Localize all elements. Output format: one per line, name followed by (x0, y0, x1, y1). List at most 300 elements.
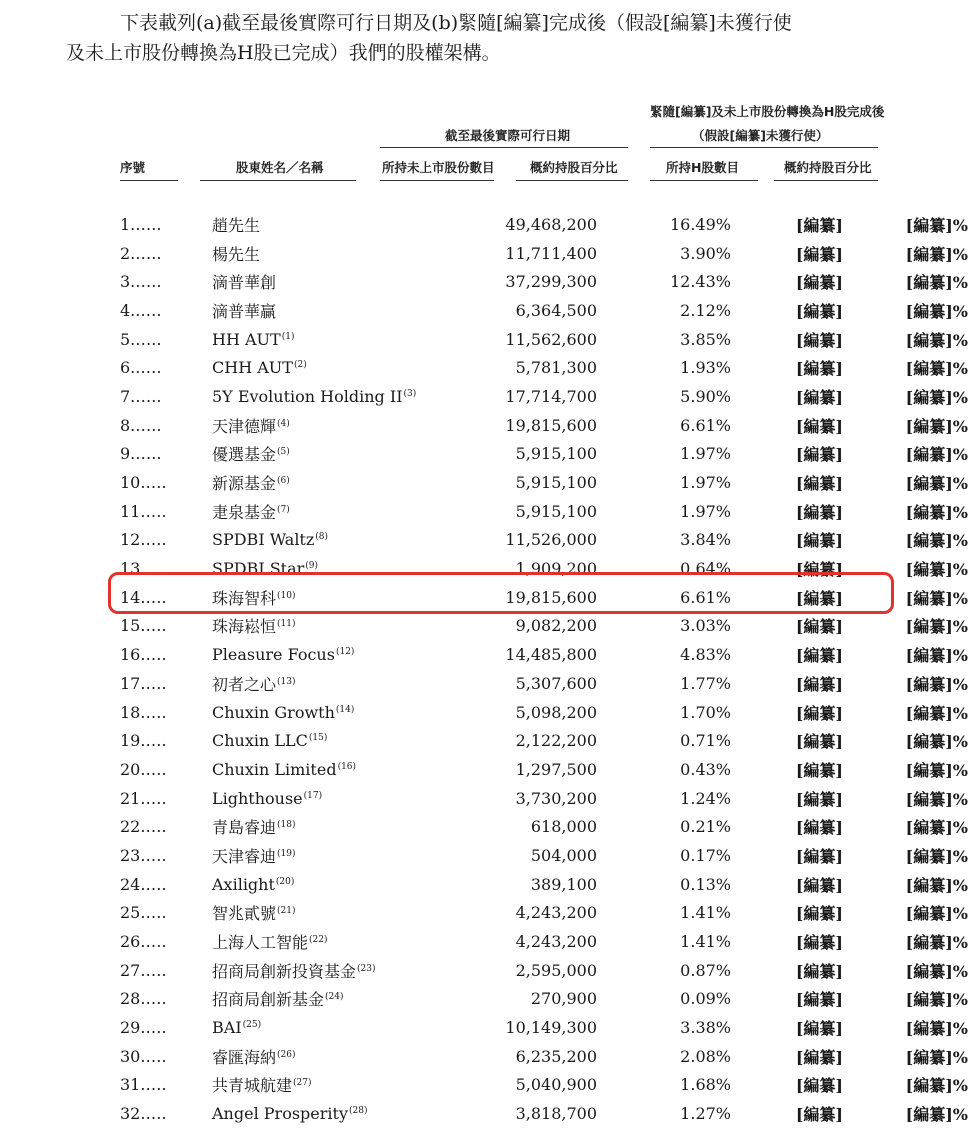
row-number-text: 20.…. (120, 759, 167, 779)
h-shares-redacted (731, 870, 843, 899)
h-pct-redacted-text: [編纂]% (905, 818, 968, 838)
h-pct-redacted (843, 612, 968, 641)
h-shares-redacted (731, 497, 843, 526)
shareholder-name (212, 812, 412, 841)
shareholding-pct-text: 6.61% (680, 587, 731, 607)
shareholding-pct-text: 2.12% (680, 300, 731, 320)
shareholder-name (212, 1071, 412, 1100)
row-number (108, 440, 212, 469)
h-shares-redacted-text: [編纂] (795, 933, 843, 953)
footnote-ref: (1) (281, 331, 295, 342)
h-pct-redacted-text: [編纂]% (905, 474, 968, 494)
unlisted-shares-text: 4,243,200 (515, 932, 597, 952)
h-shares-redacted-text: [編纂] (795, 818, 843, 838)
shareholder-name-text: 新源基金 (212, 474, 277, 494)
unlisted-shares (412, 210, 597, 239)
shareholder-name-text: 趙先生 (212, 215, 261, 235)
header-col-no: 序號 (120, 160, 146, 175)
h-pct-redacted (843, 841, 968, 870)
shareholding-pct (597, 755, 731, 784)
shareholder-name (212, 669, 412, 698)
row-number-text: 28.…. (120, 989, 167, 1009)
footnote-ref: (3) (403, 388, 417, 399)
shareholding-pct-text: 1.77% (680, 673, 731, 693)
footnote-ref: (2) (293, 360, 307, 371)
h-pct-redacted (843, 325, 968, 354)
footnote-ref: (28) (348, 1106, 368, 1117)
h-pct-redacted (843, 440, 968, 469)
shareholding-pct-text: 1.97% (680, 473, 731, 493)
h-shares-redacted-text: [編纂] (795, 732, 843, 752)
h-shares-redacted-text: [編纂] (795, 387, 843, 407)
footnote-ref: (13) (277, 676, 296, 687)
unlisted-shares (412, 468, 597, 497)
footnote-ref: (26) (277, 1049, 296, 1060)
shareholding-pct (597, 1099, 731, 1128)
shareholding-pct-text: 0.71% (680, 731, 731, 751)
row-number (108, 985, 212, 1014)
shareholding-pct-text: 1.24% (680, 788, 731, 808)
h-shares-redacted-text: [編纂] (795, 215, 843, 235)
shareholding-pct-text: 3.90% (680, 243, 731, 263)
h-shares-redacted (731, 296, 843, 325)
unlisted-shares (412, 899, 597, 928)
h-shares-redacted-text: [編纂] (795, 674, 843, 694)
shareholder-name-text: Lighthouse (212, 788, 303, 808)
unlisted-shares-text: 11,711,400 (505, 243, 597, 263)
row-number-text: 7.….. (120, 386, 162, 406)
unlisted-shares-text: 19,815,600 (505, 587, 597, 607)
header-col-h-pct: 概約持股百分比 (784, 160, 872, 175)
row-number (108, 353, 212, 382)
unlisted-shares-text: 17,714,700 (505, 386, 597, 406)
h-pct-redacted-text: [編纂]% (905, 732, 968, 752)
shareholder-name (212, 755, 412, 784)
h-shares-redacted (731, 640, 843, 669)
footnote-ref: (9) (305, 561, 319, 572)
unlisted-shares-text: 5,040,900 (515, 1075, 597, 1095)
row-number-text: 15.…. (120, 616, 167, 636)
h-pct-redacted (843, 526, 968, 555)
header-col-shares: 所持未上市股份數目 (382, 160, 495, 175)
unlisted-shares (412, 1042, 597, 1071)
table-row (108, 1071, 968, 1100)
shareholder-name (212, 784, 412, 813)
shareholding-pct (597, 812, 731, 841)
table-row (108, 669, 968, 698)
shareholder-name (212, 296, 412, 325)
shareholding-pct-text: 12.43% (669, 272, 731, 292)
row-number-text: 29.…. (120, 1018, 167, 1038)
shareholder-name-text: HH AUT (212, 329, 281, 349)
h-shares-redacted-text: [編纂] (795, 1047, 843, 1067)
h-shares-redacted (731, 612, 843, 641)
shareholding-pct (597, 526, 731, 555)
intro-line-2: 及未上市股份轉換為H股已完成）我們的股權架構。 (66, 42, 501, 64)
table-row (108, 526, 968, 555)
shareholding-pct (597, 1071, 731, 1100)
h-shares-redacted (731, 440, 843, 469)
footnote-ref: (21) (277, 906, 296, 917)
h-pct-redacted (843, 640, 968, 669)
table-row (108, 841, 968, 870)
table-row (108, 640, 968, 669)
h-shares-redacted-text: [編纂] (795, 875, 843, 895)
h-pct-redacted-text: [編纂]% (905, 215, 968, 235)
header-group-latest-date: 截至最後實際可行日期 (445, 128, 571, 143)
shareholder-name-text: 疌泉基金 (212, 502, 277, 522)
unlisted-shares-text: 6,235,200 (515, 1046, 597, 1066)
footnote-ref: (5) (277, 447, 290, 458)
shareholder-name (212, 526, 412, 555)
h-pct-redacted (843, 899, 968, 928)
unlisted-shares-text: 10,149,300 (505, 1018, 597, 1038)
unlisted-shares (412, 726, 597, 755)
h-pct-redacted (843, 1071, 968, 1100)
shareholding-pct (597, 411, 731, 440)
table-row (108, 784, 968, 813)
unlisted-shares (412, 526, 597, 555)
h-shares-redacted-text: [編纂] (795, 301, 843, 321)
h-shares-redacted-text: [編纂] (795, 846, 843, 866)
shareholding-pct-text: 1.70% (680, 702, 731, 722)
table-row (108, 210, 968, 239)
table-row (108, 325, 968, 354)
shareholder-name (212, 210, 412, 239)
shareholding-pct (597, 1013, 731, 1042)
shareholder-name (212, 325, 412, 354)
table-row (108, 1013, 968, 1042)
h-shares-redacted-text: [編纂] (795, 1105, 843, 1125)
shareholding-pct-text: 3.84% (680, 530, 731, 550)
row-number-text: 11.…. (120, 501, 167, 521)
h-shares-redacted-text: [編纂] (795, 703, 843, 723)
row-number-text: 10.…. (120, 473, 167, 493)
header-col-name-rule (200, 180, 356, 181)
shareholder-name-text: 滴普華創 (212, 273, 277, 293)
row-number (108, 210, 212, 239)
unlisted-shares (412, 1013, 597, 1042)
row-number (108, 1042, 212, 1071)
shareholder-name (212, 956, 412, 985)
shareholding-pct (597, 784, 731, 813)
shareholding-pct (597, 669, 731, 698)
row-number-text: 2.….. (120, 243, 162, 263)
shareholding-pct-text: 3.03% (680, 616, 731, 636)
h-pct-redacted-text: [編纂]% (905, 617, 968, 637)
h-pct-redacted (843, 382, 968, 411)
unlisted-shares-text: 5,915,100 (515, 444, 597, 464)
unlisted-shares (412, 927, 597, 956)
row-number-text: 24.…. (120, 874, 167, 894)
unlisted-shares (412, 956, 597, 985)
footnote-ref: (10) (277, 590, 296, 601)
unlisted-shares (412, 612, 597, 641)
header-col-pct-rule (516, 180, 628, 181)
shareholder-name (212, 899, 412, 928)
row-number (108, 267, 212, 296)
h-pct-redacted (843, 956, 968, 985)
shareholder-name-text: Angel Prosperity (212, 1104, 348, 1124)
shareholder-name-text: Chuxin Growth (212, 702, 335, 722)
h-shares-redacted-text: [編纂] (795, 244, 843, 264)
row-number (108, 640, 212, 669)
shareholder-name (212, 411, 412, 440)
h-pct-redacted-text: [編纂]% (905, 502, 968, 522)
footnote-ref: (11) (277, 619, 296, 630)
table-row (108, 267, 968, 296)
row-number-text: 13.…. (120, 559, 167, 579)
shareholder-name-text: Chuxin Limited (212, 759, 337, 779)
header-col-h-shares: 所持H股數目 (666, 160, 739, 175)
unlisted-shares (412, 640, 597, 669)
shareholding-pct-text: 5.90% (680, 386, 731, 406)
shareholder-name-text: CHH AUT (212, 358, 293, 378)
header-col-h-pct-rule (774, 180, 878, 181)
shareholder-name-text: 智兆貳號 (212, 904, 277, 924)
shareholding-pct (597, 210, 731, 239)
h-shares-redacted-text: [編纂] (795, 1019, 843, 1039)
h-shares-redacted-text: [編纂] (795, 416, 843, 436)
row-number (108, 325, 212, 354)
footnote-ref: (20) (275, 876, 295, 887)
shareholder-name-text: 滴普華贏 (212, 301, 277, 321)
unlisted-shares-text: 37,299,300 (505, 272, 597, 292)
intro-paragraph (66, 8, 896, 68)
shareholder-name (212, 1013, 412, 1042)
h-shares-redacted-text: [編纂] (795, 1076, 843, 1096)
h-pct-redacted-text: [編纂]% (905, 1076, 968, 1096)
header-group-after-listing-rule (650, 147, 878, 148)
h-pct-redacted-text: [編纂]% (905, 703, 968, 723)
table-row (108, 985, 968, 1014)
row-number (108, 526, 212, 555)
h-pct-redacted-text: [編纂]% (905, 301, 968, 321)
shareholding-pct (597, 698, 731, 727)
h-shares-redacted (731, 726, 843, 755)
footnote-ref: (15) (308, 733, 328, 744)
unlisted-shares-text: 2,595,000 (515, 960, 597, 980)
h-pct-redacted (843, 698, 968, 727)
row-number (108, 956, 212, 985)
unlisted-shares-text: 4,243,200 (515, 903, 597, 923)
unlisted-shares (412, 267, 597, 296)
table-row (108, 296, 968, 325)
unlisted-shares-text: 5,915,100 (515, 501, 597, 521)
shareholding-pct (597, 640, 731, 669)
table-row (108, 956, 968, 985)
footnote-ref: (25) (242, 1020, 262, 1031)
h-pct-redacted (843, 411, 968, 440)
row-number (108, 612, 212, 641)
row-number (108, 841, 212, 870)
unlisted-shares-text: 3,818,700 (515, 1104, 597, 1124)
unlisted-shares-text: 618,000 (530, 817, 597, 837)
h-pct-redacted-text: [編纂]% (905, 330, 968, 350)
row-number-text: 17.…. (120, 673, 167, 693)
shareholding-pct-text: 4.83% (680, 645, 731, 665)
row-number (108, 468, 212, 497)
shareholding-pct-text: 0.21% (680, 817, 731, 837)
row-number-text: 3.….. (120, 272, 162, 292)
unlisted-shares (412, 841, 597, 870)
h-pct-redacted-text: [編纂]% (905, 560, 968, 580)
row-number-text: 4..…. (120, 300, 162, 320)
shareholder-name (212, 870, 412, 899)
h-shares-redacted (731, 1099, 843, 1128)
h-shares-redacted-text: [編纂] (795, 273, 843, 293)
unlisted-shares-text: 389,100 (530, 874, 597, 894)
h-shares-redacted-text: [編纂] (795, 789, 843, 809)
unlisted-shares (412, 870, 597, 899)
shareholder-name-text: 天津睿迪 (212, 846, 277, 866)
shareholding-pct (597, 382, 731, 411)
unlisted-shares (412, 812, 597, 841)
shareholding-pct (597, 899, 731, 928)
shareholder-name-text: Chuxin LLC (212, 731, 308, 751)
table-row (108, 1099, 968, 1128)
row-number (108, 382, 212, 411)
h-shares-redacted (731, 956, 843, 985)
row-number-text: 25.…. (120, 903, 167, 923)
unlisted-shares (412, 382, 597, 411)
unlisted-shares-text: 14,485,800 (505, 645, 597, 665)
shareholder-name-text: SPDBI Star (212, 559, 305, 579)
shareholder-name-text: BAI (212, 1018, 242, 1038)
row-number-text: 27.…. (120, 960, 167, 980)
row-number-text: 16.…. (120, 645, 167, 665)
shareholder-name (212, 640, 412, 669)
h-pct-redacted-text: [編纂]% (905, 359, 968, 379)
unlisted-shares-text: 504,000 (530, 845, 597, 865)
unlisted-shares-text: 49,468,200 (505, 214, 597, 234)
footnote-ref: (16) (337, 761, 357, 772)
shareholder-name (212, 612, 412, 641)
table-row (108, 468, 968, 497)
table-row (108, 411, 968, 440)
unlisted-shares-text: 2,122,200 (515, 731, 597, 751)
shareholder-name-text: 上海人工智能 (212, 933, 309, 953)
unlisted-shares-text: 1,909,200 (515, 559, 597, 579)
shareholder-name (212, 468, 412, 497)
header-group-latest-date-rule (380, 147, 628, 148)
h-pct-redacted-text: [編纂]% (905, 416, 968, 436)
h-shares-redacted (731, 382, 843, 411)
row-number (108, 755, 212, 784)
h-shares-redacted (731, 239, 843, 268)
unlisted-shares (412, 669, 597, 698)
unlisted-shares-text: 5,781,300 (515, 358, 597, 378)
footnote-ref: (18) (277, 820, 296, 831)
row-number (108, 812, 212, 841)
table-row (108, 612, 968, 641)
h-shares-redacted-text: [編纂] (795, 990, 843, 1010)
h-pct-redacted (843, 726, 968, 755)
row-number-text: 5.….. (120, 329, 162, 349)
shareholder-name-text: 珠海智科 (212, 588, 277, 608)
shareholder-name-text: 共青城航建 (212, 1076, 293, 1096)
h-shares-redacted (731, 526, 843, 555)
unlisted-shares (412, 755, 597, 784)
h-pct-redacted (843, 812, 968, 841)
unlisted-shares (412, 698, 597, 727)
h-shares-redacted-text: [編纂] (795, 588, 843, 608)
h-shares-redacted (731, 468, 843, 497)
shareholding-pct-text: 0.09% (680, 989, 731, 1009)
shareholding-pct-text: 3.85% (680, 329, 731, 349)
h-shares-redacted (731, 698, 843, 727)
h-pct-redacted-text: [編纂]% (905, 531, 968, 551)
shareholder-name-text: 5Y Evolution Holding II (212, 386, 403, 406)
table-row (108, 927, 968, 956)
h-shares-redacted (731, 755, 843, 784)
h-shares-redacted (731, 669, 843, 698)
h-shares-redacted-text: [編纂] (795, 961, 843, 981)
footnote-ref: (12) (335, 647, 355, 658)
shareholder-name (212, 1099, 412, 1128)
unlisted-shares (412, 440, 597, 469)
h-pct-redacted-text: [編纂]% (905, 760, 968, 780)
row-number (108, 239, 212, 268)
h-shares-redacted-text: [編纂] (795, 359, 843, 379)
h-pct-redacted-text: [編纂]% (905, 387, 968, 407)
footnote-ref: (27) (293, 1078, 312, 1089)
h-shares-redacted-text: [編纂] (795, 445, 843, 465)
h-shares-redacted-text: [編纂] (795, 474, 843, 494)
footnote-ref: (8) (315, 532, 329, 543)
h-pct-redacted-text: [編纂]% (905, 904, 968, 924)
row-number (108, 1013, 212, 1042)
table-row (108, 497, 968, 526)
header-col-no-rule (120, 180, 178, 181)
h-pct-redacted-text: [編纂]% (905, 646, 968, 666)
row-number (108, 497, 212, 526)
shareholder-name-text: Axilight (212, 874, 275, 894)
shareholding-pct (597, 325, 731, 354)
shareholding-pct-text: 1.93% (680, 358, 731, 378)
shareholder-name-text: Pleasure Focus (212, 645, 335, 665)
h-pct-redacted (843, 1099, 968, 1128)
footnote-ref: (19) (277, 848, 296, 859)
row-number (108, 296, 212, 325)
shareholder-name (212, 726, 412, 755)
shareholding-pct-text: 1.68% (680, 1075, 731, 1095)
header-group-after-listing-line2: （假設[編纂]未獲行使） (692, 128, 829, 143)
shareholding-pct (597, 726, 731, 755)
h-shares-redacted (731, 1071, 843, 1100)
h-shares-redacted (731, 1042, 843, 1071)
h-pct-redacted (843, 267, 968, 296)
unlisted-shares (412, 411, 597, 440)
footnote-ref: (22) (309, 935, 328, 946)
unlisted-shares (412, 985, 597, 1014)
row-number-text: 23.…. (120, 845, 167, 865)
shareholding-pct (597, 497, 731, 526)
h-pct-redacted-text: [編纂]% (905, 933, 968, 953)
shareholder-name-text: 招商局創新投資基金 (212, 961, 357, 981)
h-shares-redacted (731, 1013, 843, 1042)
h-pct-redacted (843, 497, 968, 526)
row-number (108, 899, 212, 928)
h-pct-redacted-text: [編纂]% (905, 1105, 968, 1125)
h-pct-redacted-text: [編纂]% (905, 445, 968, 465)
h-pct-redacted (843, 468, 968, 497)
shareholder-name-text: 天津德輝 (212, 416, 277, 436)
row-number (108, 411, 212, 440)
header-col-name: 股東姓名／名稱 (236, 160, 324, 175)
shareholder-name (212, 267, 412, 296)
h-shares-redacted (731, 812, 843, 841)
